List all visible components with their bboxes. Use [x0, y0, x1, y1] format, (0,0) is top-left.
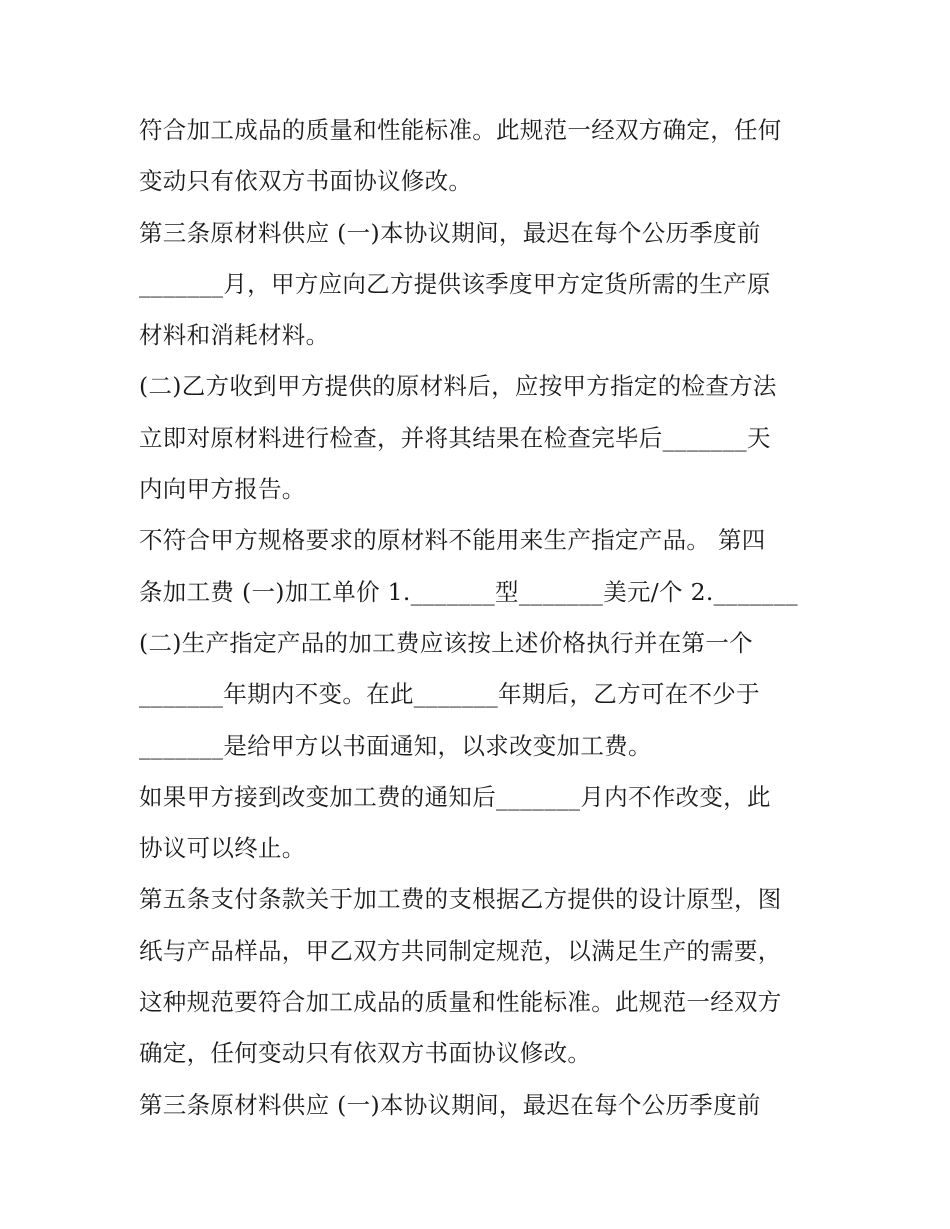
text-line: 材料和消耗材料。	[139, 321, 330, 350]
text-line: 第五条支付条款关于加工费的支根据乙方提供的设计原型，图	[139, 885, 782, 914]
text-line: 符合加工成品的质量和性能标准。此规范一经双方确定，任何	[139, 116, 782, 144]
text-line: 第三条原材料供应 (一)本协议期间，最迟在每个公历季度前	[139, 1090, 761, 1119]
text-line: 条加工费 (一)加工单价 1._______型_______美元/个 2._______	[139, 577, 798, 606]
text-line: 不符合甲方规格要求的原材料不能用来生产指定产品。 第四	[139, 526, 766, 555]
text-line: 纸与产品样品，甲乙双方共同制定规范，以满足生产的需要，	[139, 936, 782, 965]
text-line: 如果甲方接到改变加工费的通知后_______月内不作改变，此	[139, 782, 771, 811]
text-line: 这种规范要符合加工成品的质量和性能标准。此规范一经双方	[139, 988, 782, 1017]
text-line: _______年期内不变。在此_______年期后，乙方可在不少于	[139, 680, 760, 709]
text-line: 确定，任何变动只有依双方书面协议修改。	[139, 1039, 592, 1068]
text-line: 变动只有依双方书面协议修改。	[139, 167, 473, 196]
text-line: 立即对原材料进行检查，并将其结果在检查完毕后_______天	[139, 423, 771, 452]
text-line: _______月，甲方应向乙方提供该季度甲方定货所需的生产原	[139, 269, 771, 298]
text-line: _______是给甲方以书面通知，以求改变加工费。	[139, 731, 652, 760]
text-line: 内向甲方报告。	[139, 475, 306, 504]
text-line: 协议可以终止。	[139, 834, 306, 863]
text-line: (二)乙方收到甲方提供的原材料后，应按甲方指定的检查方法	[139, 372, 777, 401]
text-line: 第三条原材料供应 (一)本协议期间，最迟在每个公历季度前	[139, 218, 761, 247]
document-body	[139, 105, 839, 1131]
text-line: (二)生产指定产品的加工费应该按上述价格执行并在第一个	[139, 628, 753, 657]
